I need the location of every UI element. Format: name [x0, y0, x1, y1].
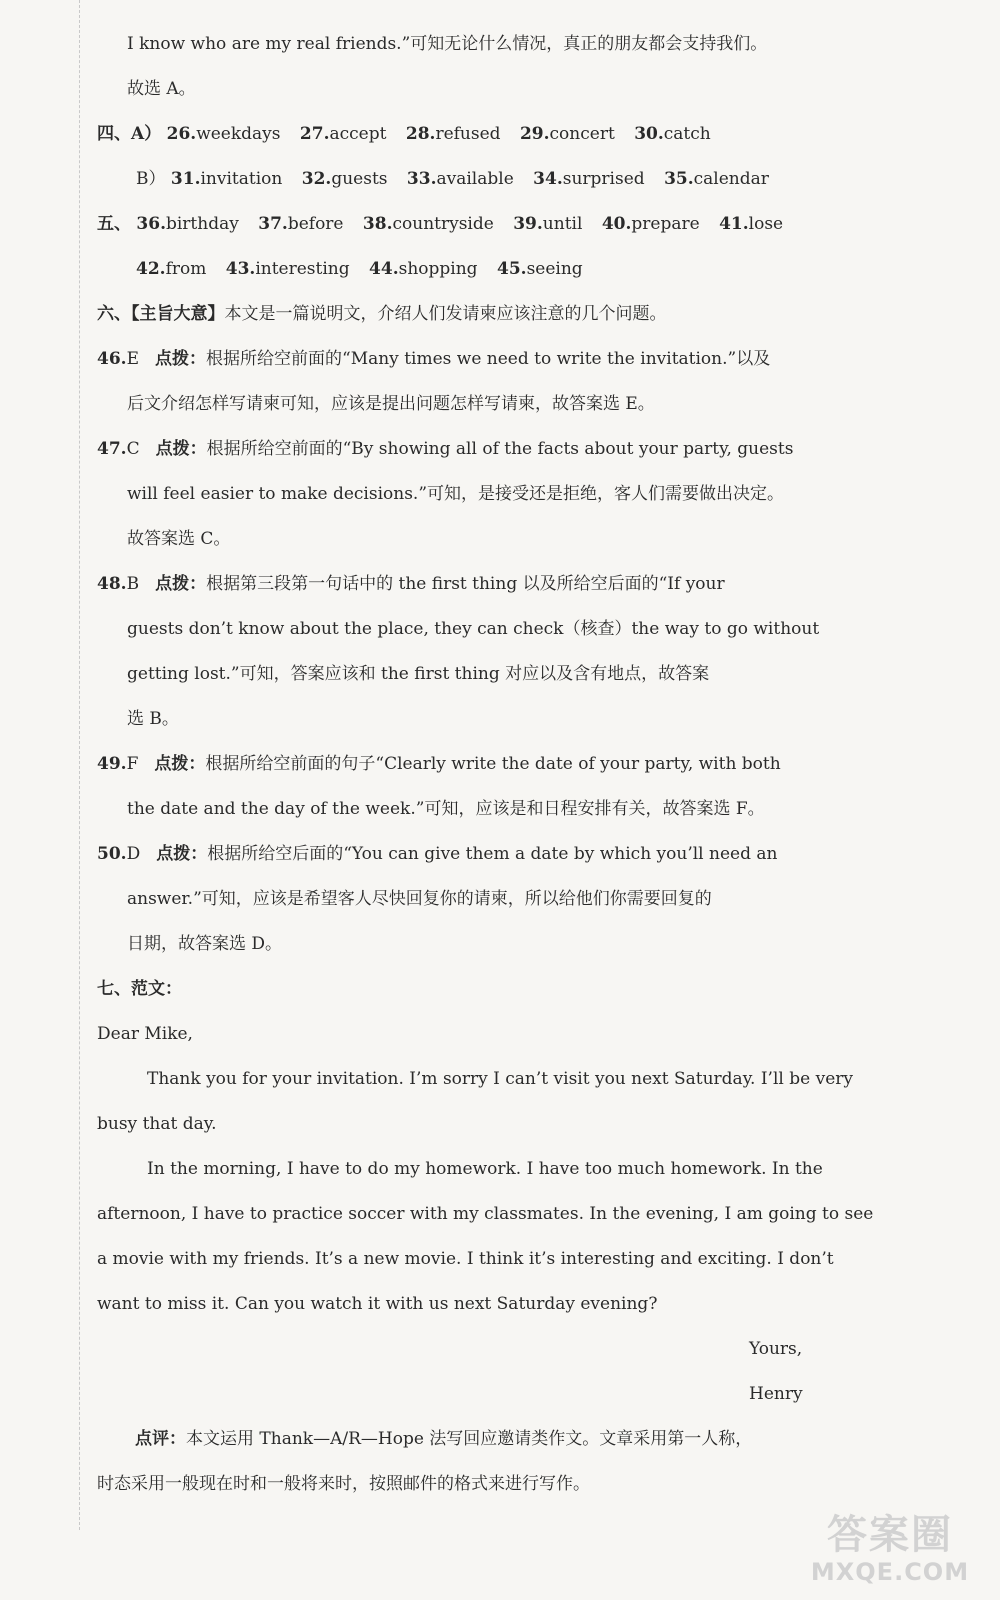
question-49-line: the date and the day of the week.”可知，应该是和日程安排有关，故答案选 F。: [127, 799, 765, 819]
answer-item: 39.until: [513, 214, 583, 234]
answer-item: 44.shopping: [369, 259, 478, 279]
comment-line-1: 点评：本文运用 Thank—A/R—Hope 法写回应邀请类作文。文章采用第一人称，: [135, 1429, 753, 1449]
section4-row-b: [136, 167, 783, 191]
answer-item: 32.guests: [301, 169, 388, 189]
answer-item: 37.before: [258, 214, 344, 234]
letter-signature: Henry: [749, 1384, 803, 1404]
answer-item: 29.concert: [519, 124, 615, 144]
section6-summary: 本文是一篇说明文，介绍人们发请柬应该注意的几个问题。: [224, 304, 667, 324]
question-47-line: 故答案选 C。: [127, 529, 231, 549]
section5-row-1: [97, 212, 797, 236]
question-47-line: will feel easier to make decisions.”可知，是接受还是拒绝，客人们需要做出决定。: [127, 484, 785, 504]
section4-row-a: [97, 122, 725, 146]
answer-item: 34.surprised: [533, 169, 645, 189]
letter-para2-line: In the morning, I have to do my homework. I have too much homework. In the: [147, 1159, 823, 1179]
question-50: 50.D 点拨：根据所给空后面的“You can give them a date by which you’ll need an: [97, 844, 778, 864]
tip-label: 点拨：: [155, 574, 207, 594]
answer-item: 42.from: [136, 259, 207, 279]
answer-item: 27.accept: [299, 124, 387, 144]
section5-label: 五、: [97, 214, 131, 234]
answer-item: 31.invitation: [170, 169, 283, 189]
tip-label: 点拨：: [155, 439, 207, 459]
answer-item: 38.countryside: [362, 214, 494, 234]
tip-label: 点拨：: [156, 844, 208, 864]
section6-label: 六、【主旨大意】: [97, 304, 225, 324]
question-48-line: guests don’t know about the place, they can check（核查）the way to go without: [127, 619, 820, 639]
answer-item: 45.seeing: [496, 259, 583, 279]
answer-item: 30.catch: [634, 124, 711, 144]
question-48-line: 选 B。: [127, 709, 179, 729]
answer-item: 41.lose: [719, 214, 784, 234]
answer-item: 36.birthday: [136, 214, 239, 234]
section4-label-b: B）: [136, 169, 166, 189]
question-50-line: 日期，故答案选 D。: [127, 934, 283, 954]
answer-item: 35.calendar: [664, 169, 769, 189]
letter-para1-line: Thank you for your invitation. I’m sorry I can’t visit you next Saturday. I’ll be very: [147, 1069, 853, 1089]
section5-row-2: [136, 257, 597, 281]
watermark-logo: 答案圈: [827, 1512, 953, 1558]
intro-line-1: I know who are my real friends.”可知无论什么情况，真正的朋友都会支持我们。: [127, 34, 768, 54]
tip-label: 点拨：: [154, 754, 206, 774]
question-47: 47.C 点拨：根据所给空前面的“By showing all of the facts about your party, guests: [97, 439, 794, 459]
comment-label: 点评：: [135, 1429, 186, 1449]
question-46-line: 后文介绍怎样写请柬可知，应该是提出问题怎样写请柬，故答案选 E。: [127, 394, 655, 414]
site-watermark: [800, 1512, 980, 1594]
question-48: 48.B 点拨：根据第三段第一句话中的 the first thing 以及所给空后面的“If your: [97, 574, 725, 594]
letter-para2-line: want to miss it. Can you watch it with us next Saturday evening?: [97, 1294, 658, 1314]
question-48-line: getting lost.”可知，答案应该和 the first thing 对应以及含有地点，故答案: [127, 664, 710, 684]
letter-closing: Yours,: [749, 1339, 803, 1359]
answer-item: 33.available: [406, 169, 514, 189]
answer-item: 28.refused: [405, 124, 501, 144]
letter-para2-line: a movie with my friends. It’s a new movie. I think it’s interesting and exciting. I don’t: [97, 1249, 834, 1269]
section4-label: 四、A）: [97, 124, 162, 144]
letter-para1-line: busy that day.: [97, 1114, 217, 1134]
comment-line-2: 时态采用一般现在时和一般将来时，按照邮件的格式来进行写作。: [97, 1474, 590, 1494]
letter-para2-line: afternoon, I have to practice soccer with my classmates. In the evening, I am going to see: [97, 1204, 874, 1224]
tip-label: 点拨：: [155, 349, 206, 369]
watermark-url: MXQE.COM: [810, 1558, 970, 1586]
answer-item: 26.weekdays: [166, 124, 281, 144]
margin-rule: [79, 0, 81, 1530]
section7-label: 七、范文：: [97, 979, 182, 999]
answer-item: 40.prepare: [601, 214, 700, 234]
question-46: 46.E 点拨：根据所给空前面的“Many times we need to write the invitation.”以及: [97, 349, 771, 369]
answer-item: 43.interesting: [225, 259, 350, 279]
question-50-line: answer.”可知，应该是希望客人尽快回复你的请柬，所以给他们你需要回复的: [127, 889, 712, 909]
section6-heading: [97, 302, 667, 326]
letter-greeting: Dear Mike,: [97, 1024, 193, 1044]
intro-line-2: 故选 A。: [127, 79, 196, 99]
question-49: 49.F 点拨：根据所给空前面的句子“Clearly write the date of your party, with both: [97, 754, 781, 774]
